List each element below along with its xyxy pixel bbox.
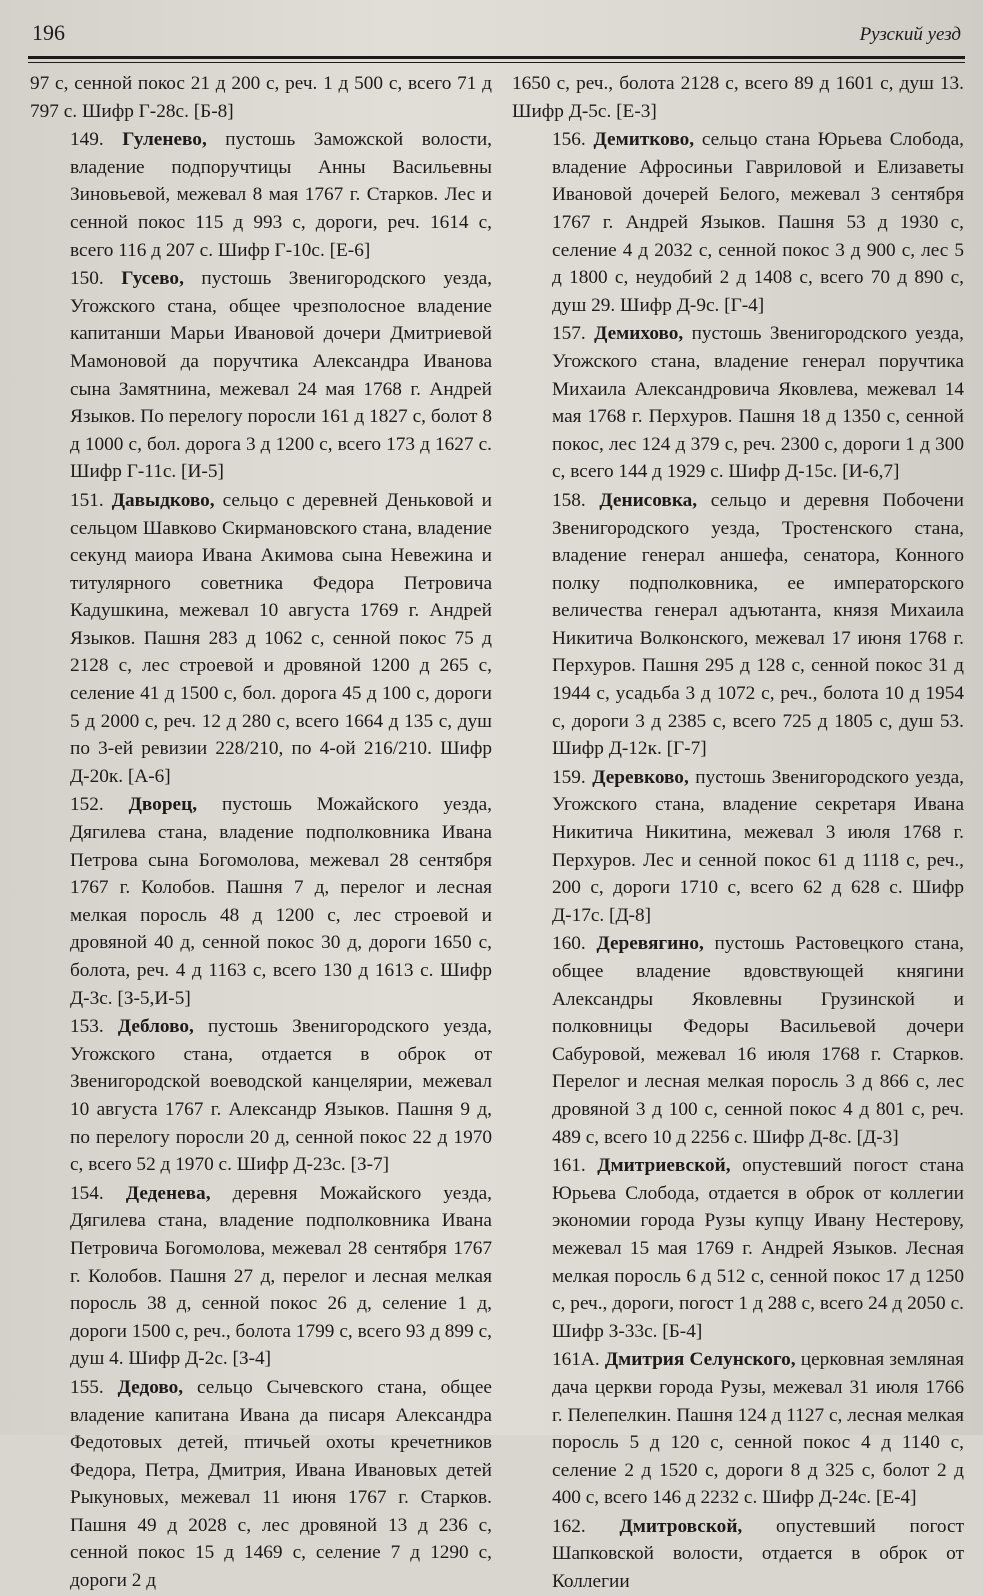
entry-number: 161А. <box>552 1349 600 1371</box>
entry-name: Денисовка, <box>599 489 698 511</box>
entry-text: пустошь Звенигородского уезда, Угожского стана, отдается в оброк от Звенигородской воеводской канцелярии, межевал 10 августа 1767 г. Александр Языков. Пашня 9 д, по перелогу поросли 20 д, сенной покос 22 д 1970 с, всего 52 д 1970 с. Шифр Д-23с. [З-7] <box>70 1016 492 1176</box>
entry-number: 158. <box>552 489 586 511</box>
entry <box>30 486 492 791</box>
page-number: 196 <box>32 20 65 45</box>
entry-name: Демитково, <box>593 129 695 151</box>
entry-number: 156. <box>552 129 586 151</box>
entry-text: опустевший погост стана Юрьева Слобода, отдается в оброк от коллегии экономии города Рузы купцу Ивану Нестерову, межевал 15 мая 1769 г. Андрей Языков. Лесная мелкая поросль 6 д 512 с, сенной покос 17 д 1250 с, реч., дороги, погост 1 д 288 с, всего 24 д 2050 с. Шифр З-33с. [Б-4] <box>552 1155 964 1342</box>
entry <box>512 763 964 930</box>
entry-name: Дмитриевской, <box>597 1155 731 1177</box>
entry-text: 97 с, сенной покос 21 д 200 с, реч. 1 д 500 с, всего 71 д 797 с. Шифр Г-28с. [Б-8] <box>30 73 492 122</box>
entry-text: сельцо с деревней Деньковой и сельцом Шавково Скирмановского стана, владение секунд маиора Ивана Акимова сына Невежина и титулярного советника Федора Петровича Кадушкина, межевал 10 августа 1769 г. Андрей Языков. Пашня 283 д 1062 с, сенной покос 75 д 2128 с, лес строевой и дровяной 1200 д 265 с, селение 41 д 1500 с, бол. дорога 45 д 100 с, дороги 5 д 2000 с, реч. 12 д 280 с, всего 1664 д 135 с, душ по 3-ей ревизии 228/210, по 4-ой 216/210. Шифр Д-20к. [А-6] <box>70 489 492 787</box>
entry-name: Дворец, <box>128 794 198 816</box>
left-column <box>30 70 493 1592</box>
entry-number: 160. <box>552 933 586 955</box>
entry-name: Давыдково, <box>111 489 215 511</box>
right-column <box>512 70 964 1593</box>
entry-number: 155. <box>70 1376 104 1398</box>
entry-number: 157. <box>552 323 586 345</box>
entry-number: 154. <box>70 1182 104 1204</box>
entry-text: сельцо Сычевского стана, общее владение капитана Ивана да писаря Александра Федотовых детей, птичьей охоты кречетников Федора, Петра, Дмитрия, Ивана Ивановых детей Рыкуновых, межевал 11 июня 1767 г. Старков. Пашня 49 д 2028 с, лес дровяной 13 д 236 с, сенной покос 15 д 1469 с, селение 7 д 1290 с, дороги 2 д <box>70 1376 492 1592</box>
entry-continuation <box>30 70 492 125</box>
entry-number: 151. <box>70 489 104 511</box>
entry-text: пустошь Звенигородского уезда, Угожского стана, общее чрезполосное владение капитанши Марьи Ивановой дочери Дмитриевой Мамоновой да поручтика Александра Иванова сына Замятнина, межевал 24 мая 1768 г. Андрей Языков. По перелогу поросли 161 д 1827 с, болот 8 д 1000 с, бол. дорога 3 д 1200 с, всего 173 д 1627 с. Шифр Г-11с. [И-5] <box>70 268 492 483</box>
entry-name: Гусево, <box>121 268 184 290</box>
entry <box>512 486 964 763</box>
entry-text: опустевший погост Шапковской волости, отдается в оброк от Коллегии <box>552 1515 964 1593</box>
entry-name: Деревягино, <box>596 933 704 955</box>
running-head: Рузский уезд <box>859 24 961 45</box>
entry <box>512 1151 964 1345</box>
entry-text: пустошь Звенигородского уезда, Угожского стана, владение секретаря Ивана Никитича Никитина, межевал 3 июля 1768 г. Перхуров. Лес и сенной покос 61 д 1118 с, реч., 200 с, дороги 1710 с, всего 62 д 628 с. Шифр Д-17с. [Д-8] <box>552 766 964 926</box>
entry-number: 153. <box>70 1016 104 1038</box>
entry-number: 162. <box>552 1515 586 1537</box>
entry-name: Демихово, <box>594 323 684 345</box>
entry-name: Дмитровской, <box>619 1515 743 1537</box>
entry-name: Деревково, <box>592 766 689 788</box>
entry <box>512 319 964 486</box>
entry <box>30 1012 492 1179</box>
entry-text: церковная земляная дача церкви города Рузы, межевал 31 июля 1766 г. Пелепелкин. Пашня 124 д 1127 с, лесная мелкая поросль 5 д 120 с, сенной покос 4 д 1140 с, селение 2 д 1520 с, дороги 8 д 325 с, болот 2 д 400 с, всего 146 д 2232 с. Шифр Д-24с. [Е-4] <box>552 1349 964 1509</box>
entry <box>512 1512 964 1596</box>
entry-text: деревня Можайского уезда, Дягилева стана, владение подполковника Ивана Петровича Богомолова, межевал 28 сентября 1767 г. Колобов. Пашня 27 д, перелог и лесная мелкая поросль 38 д, сенной покос 26 д, селение 1 д, дороги 1500 с, реч., болота 1799 с, всего 93 д 899 с, душ 4. Шифр Д-2с. [З-4] <box>70 1182 493 1370</box>
entry-text: пустошь Звенигородского уезда, Угожского стана, владение генерал поручтика Михаила Александровича Яковлева, межевал 14 мая 1768 г. Перхуров. Пашня 18 д 1350 с, сенной покос, лес 124 д 379 с, реч. 2300 с, дороги 1 д 300 с, всего 144 д 1929 с. Шифр Д-15с. [И-6,7] <box>552 323 964 483</box>
entry-name: Деденева, <box>125 1182 211 1204</box>
entry-text: 1650 с, реч., болота 2128 с, всего 89 д 1601 с, душ 13. Шифр Д-5с. [Е-3] <box>512 73 964 122</box>
entry <box>512 929 964 1151</box>
entry <box>30 790 492 1012</box>
entry-text: сельцо стана Юрьева Слобода, владение Афросиньи Гавриловой и Елизаветы Ивановой дочерей Белого, межевал 3 сентября 1767 г. Андрей Языков. Пашня 53 д 1930 с, селение 4 д 2032 с, сенной покос 3 д 900 с, лес 5 д 1800 с, неудобий 2 д 1408 с, всего 70 д 890 с, душ 29. Шифр Д-9с. [Г-4] <box>552 129 964 316</box>
entry <box>30 264 492 486</box>
entry <box>512 125 964 319</box>
header-rule-thin <box>28 62 965 63</box>
entry-number: 159. <box>552 766 586 788</box>
entry <box>30 1179 492 1373</box>
entry-text: пустошь Можайского уезда, Дягилева стана, владение подполковника Ивана Петрова сына Богомолова, межевал 28 сентября 1767 г. Колобов. Пашня 7 д, перелог и лесная мелкая поросль 48 д 1200 с, лес строевой и дровяной 40 д, сенной покос 30 д, дороги 1650 с, болота, реч. 4 д 1163 с, всего 130 д 1613 с. Шифр Д-3с. [З-5,И-5] <box>70 794 492 1009</box>
entry-name: Гуленево, <box>122 129 207 151</box>
entry <box>30 1373 492 1595</box>
entry-number: 149. <box>70 129 104 151</box>
page-header <box>28 18 965 58</box>
entry-number: 161. <box>552 1155 586 1177</box>
entry-name: Дедово, <box>117 1376 184 1398</box>
entry <box>512 1345 964 1512</box>
entry-number: 150. <box>70 268 104 290</box>
entry-text: пустошь Заможской волости, владение подпоручтицы Анны Васильевны Зиновьевой, межевал 8 мая 1767 г. Старков. Лес и сенной покос 115 д 993 с, дороги, реч. 1614 с, всего 116 д 207 с. Шифр Г-10с. [Е-6] <box>70 129 492 261</box>
entry-name: Дмитрия Селунского, <box>604 1349 796 1371</box>
entry-name: Деблово, <box>117 1016 194 1038</box>
entry-continuation <box>512 70 964 125</box>
entry-number: 152. <box>70 794 104 816</box>
entry-text: пустошь Растовецкого стана, общее владение вдовствующей княгини Александры Яковлевны Грузинской и полковницы Федоры Васильевой дочери Сабуровой, межевал 16 июля 1768 г. Старков. Перелог и лесная мелкая поросль 3 д 866 с, лес дровяной 3 д 100 с, сенной покос 4 д 801 с, реч. 489 с, всего 10 д 2256 с. Шифр Д-8с. [Д-3] <box>552 933 964 1148</box>
header-rule-thick <box>28 56 965 59</box>
entry-text: сельцо и деревня Побочени Звенигородского уезда, Тростенского стана, владение генерал аншефа, сенатора, Конного полку подполковника, ее императорского величества генерал адъютанта, князя Михаила Никитича Волконского, межевал 17 июня 1768 г. Перхуров. Пашня 295 д 128 с, сенной покос 31 д 1944 с, усадьба 3 д 1072 с, реч., болота 10 д 1954 с, дороги 3 д 2385 с, всего 725 д 1805 с, душ 53. Шифр Д-12к. [Г-7] <box>552 489 964 760</box>
entry <box>30 125 492 264</box>
